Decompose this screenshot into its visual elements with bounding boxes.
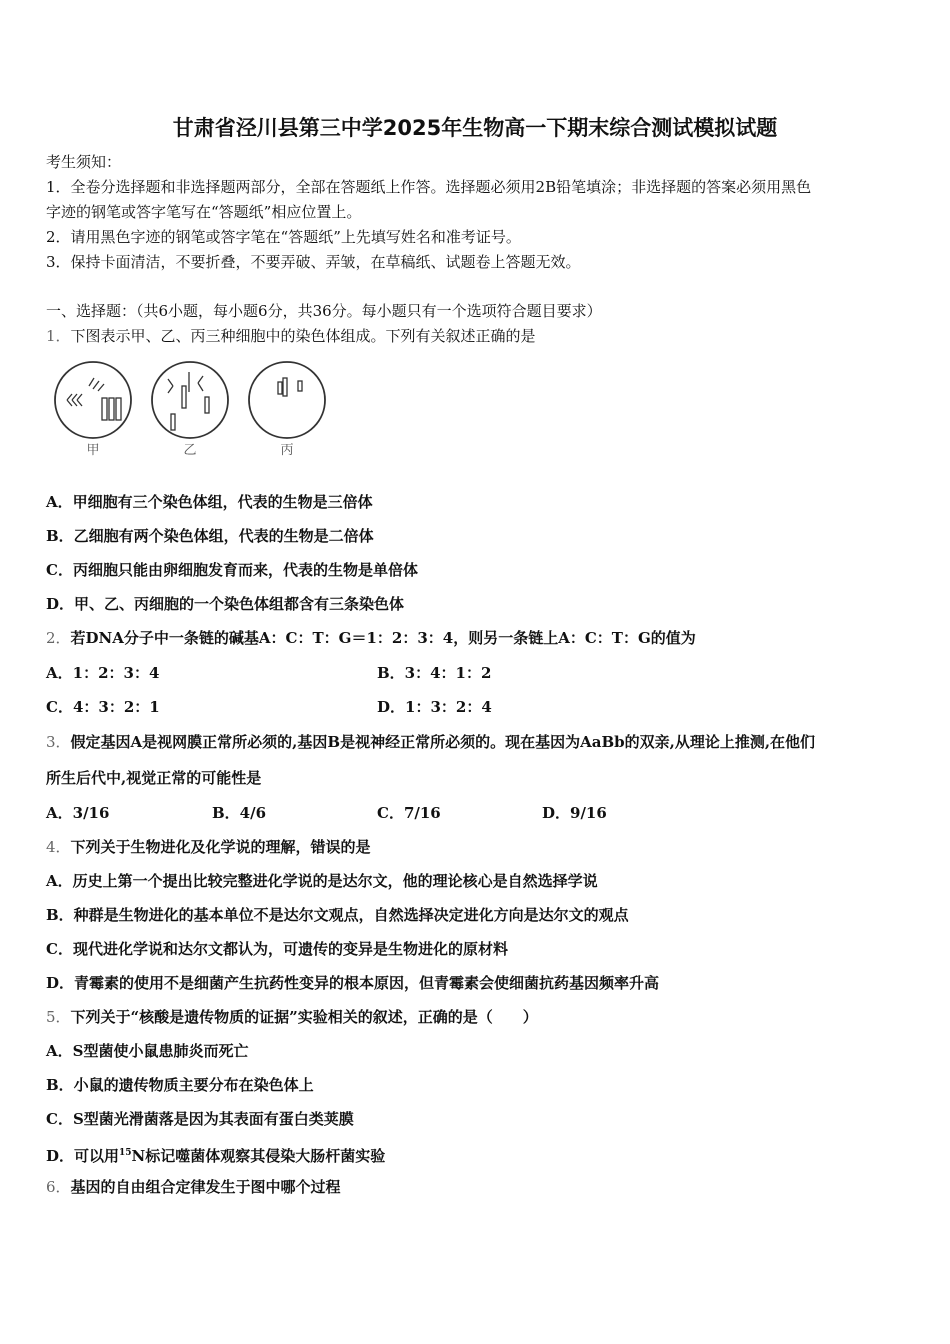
question-5-option-a: A．S型菌使小鼠患肺炎而死亡 bbox=[46, 1042, 249, 1060]
cell-jia bbox=[55, 362, 131, 438]
question-4-option-c: C．现代进化学说和达尔文都认为，可遗传的变异是生物进化的原材料 bbox=[46, 940, 508, 958]
isotope-superscript: 15 bbox=[119, 1148, 132, 1158]
question-3-option-c: C．7/16 bbox=[377, 804, 441, 822]
notice-heading: 考生须知： bbox=[46, 153, 122, 171]
question-number: 1． bbox=[46, 327, 71, 345]
question-number: 6． bbox=[46, 1178, 71, 1196]
cell-label-jia: 甲 bbox=[86, 443, 100, 458]
notice-item-1: 1．全卷分选择题和非选择题两部分，全部在答题纸上作答。选择题必须用2B铅笔填涂；非选择题的答案必须用黑色 bbox=[46, 178, 812, 196]
question-text: 下列关于“核酸是遗传物质的证据”实验相关的叙述，正确的是（ ） bbox=[70, 1008, 538, 1026]
question-number: 2． bbox=[46, 629, 71, 647]
question-1-option-d: D．甲、乙、丙细胞的一个染色体组都含有三条染色体 bbox=[46, 595, 405, 613]
question-3-option-b: B．4/6 bbox=[212, 804, 267, 822]
question-4-option-a: A．历史上第一个提出比较完整进化学说的是达尔文，他的理论核心是自然选择学说 bbox=[46, 872, 598, 890]
question-3-option-d: D．9/16 bbox=[542, 804, 607, 822]
notice-item-3: 3．保持卡面清洁，不要折叠，不要弄破、弄皱，在草稿纸、试题卷上答题无效。 bbox=[46, 253, 581, 271]
question-number: 3． bbox=[46, 733, 71, 751]
question-5-stem bbox=[46, 1007, 538, 1027]
question-5-option-b: B．小鼠的遗传物质主要分布在染色体上 bbox=[46, 1076, 314, 1094]
question-3-stem bbox=[46, 732, 815, 752]
question-5-option-d bbox=[46, 1143, 385, 1166]
question-5-option-c: C．S型菌光滑菌落是因为其表面有蛋白类荚膜 bbox=[46, 1110, 354, 1128]
question-2-option-c: C．4：3：2：1 bbox=[46, 698, 160, 716]
question-6-stem bbox=[46, 1177, 341, 1197]
question-number: 5． bbox=[46, 1008, 71, 1026]
question-1-option-a: A．甲细胞有三个染色体组，代表的生物是三倍体 bbox=[46, 493, 373, 511]
option-d-text: N标记噬菌体观察其侵染大肠杆菌实验 bbox=[131, 1147, 386, 1165]
question-2-option-d: D．1：3：2：4 bbox=[377, 698, 492, 716]
notice-item-2: 2．请用黑色字迹的钢笔或答字笔在“答题纸”上先填写姓名和准考证号。 bbox=[46, 228, 521, 246]
chromosome-cells-figure bbox=[50, 356, 340, 466]
question-number: 4． bbox=[46, 838, 71, 856]
question-3-option-a: A．3/16 bbox=[46, 804, 110, 822]
question-3-stem-cont: 所生后代中,视觉正常的可能性是 bbox=[46, 769, 262, 787]
question-2-stem bbox=[46, 628, 696, 648]
question-4-option-d: D．青霉素的使用不是细菌产生抗药性变异的根本原因，但青霉素会使细菌抗药基因频率升高 bbox=[46, 974, 660, 992]
question-1-option-c: C．丙细胞只能由卵细胞发育而来，代表的生物是单倍体 bbox=[46, 561, 418, 579]
cell-label-bing: 丙 bbox=[280, 443, 294, 458]
cell-yi bbox=[152, 362, 228, 438]
question-4-option-b: B．种群是生物进化的基本单位不是达尔文观点，自然选择决定进化方向是达尔文的观点 bbox=[46, 906, 629, 924]
question-text: 下列关于生物进化及化学说的理解，错误的是 bbox=[70, 838, 371, 856]
cell-label-yi: 乙 bbox=[183, 443, 197, 458]
option-d-prefix: D．可以用 bbox=[46, 1147, 120, 1165]
section-heading: 一、选择题：（共6小题，每小题6分，共36分。每小题只有一个选项符合题目要求） bbox=[46, 302, 602, 320]
question-text: 假定基因A是视网膜正常所必须的,基因B是视神经正常所必须的。现在基因为AaBb的双亲,从理论上推测,在他们 bbox=[70, 733, 816, 751]
notice-item-1-cont: 字迹的钢笔或答字笔写在“答题纸”相应位置上。 bbox=[46, 203, 362, 221]
question-2-option-a: A．1：2：3：4 bbox=[46, 664, 160, 682]
question-4-stem bbox=[46, 837, 371, 857]
question-text: 若DNA分子中一条链的碱基A：C：T：G＝1：2：3：4，则另一条链上A：C：T：G的值为 bbox=[70, 629, 696, 647]
question-2-option-b: B．3：4：1：2 bbox=[377, 664, 492, 682]
question-1-stem bbox=[46, 326, 536, 346]
question-text: 基因的自由组合定律发生于图中哪个过程 bbox=[70, 1178, 341, 1196]
question-text: 下图表示甲、乙、丙三种细胞中的染色体组成。下列有关叙述正确的是 bbox=[70, 327, 536, 345]
question-1-option-b: B．乙细胞有两个染色体组，代表的生物是二倍体 bbox=[46, 527, 374, 545]
page-title: 甘肃省泾川县第三中学2025年生物高一下期末综合测试模拟试题 bbox=[172, 116, 778, 140]
cell-bing bbox=[249, 362, 325, 438]
